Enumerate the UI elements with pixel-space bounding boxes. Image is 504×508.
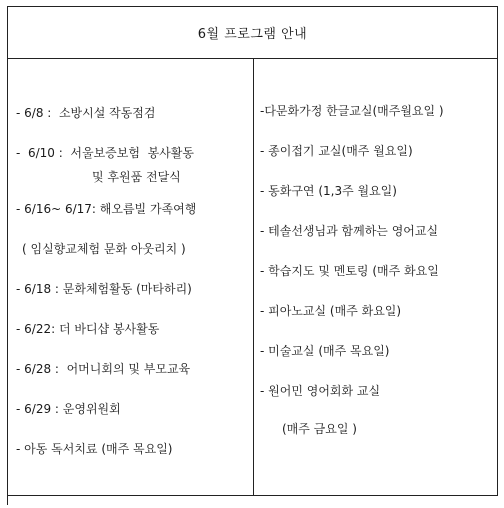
list-item: - 6/18 : 문화체험활동 (마타하리) — [16, 282, 192, 296]
table-title: 6월 프로그램 안내 — [8, 7, 497, 59]
list-item: - 학습지도 및 멘토링 (매주 화요일 — [260, 264, 439, 278]
list-item: - 6/16~ 6/17: 해오름빌 가족여행 — [16, 202, 197, 216]
list-item: - 원어민 영어회화 교실 — [260, 384, 381, 398]
list-item: - 아동 독서치료 (매주 목요일) — [16, 442, 173, 456]
program-table — [7, 6, 498, 496]
schedule-column — [8, 59, 253, 495]
list-item: (매주 금요일 ) — [282, 422, 357, 436]
list-item: - 피아노교실 (매주 화요일) — [260, 304, 402, 318]
class-column — [254, 59, 497, 495]
list-item: - 미술교실 (매주 목요일) — [260, 344, 390, 358]
list-item: - 6/22: 더 바디샵 봉사활동 — [16, 322, 160, 336]
list-item: - 6/28 : 어머니회의 및 부모교육 — [16, 362, 191, 376]
list-item: 및 후원품 전달식 — [92, 170, 181, 184]
list-item: -다문화가정 한글교실(매주월요일 ) — [260, 104, 444, 118]
list-item: - 6/10 : 서울보증보험 봉사활동 — [16, 146, 194, 160]
table-edge-stub — [7, 496, 8, 505]
list-item: - 동화구연 (1,3주 월요일) — [260, 184, 397, 198]
list-item: - 종이접기 교실(매주 월요일) — [260, 144, 413, 158]
list-item: - 6/29 : 운영위원회 — [16, 402, 121, 416]
list-item: - 테솔선생님과 함께하는 영어교실 — [260, 224, 439, 238]
list-item: - 6/8 : 소방시설 작동점검 — [16, 106, 156, 120]
list-item: ( 임실향교체험 문화 아웃리치 ) — [22, 242, 186, 256]
